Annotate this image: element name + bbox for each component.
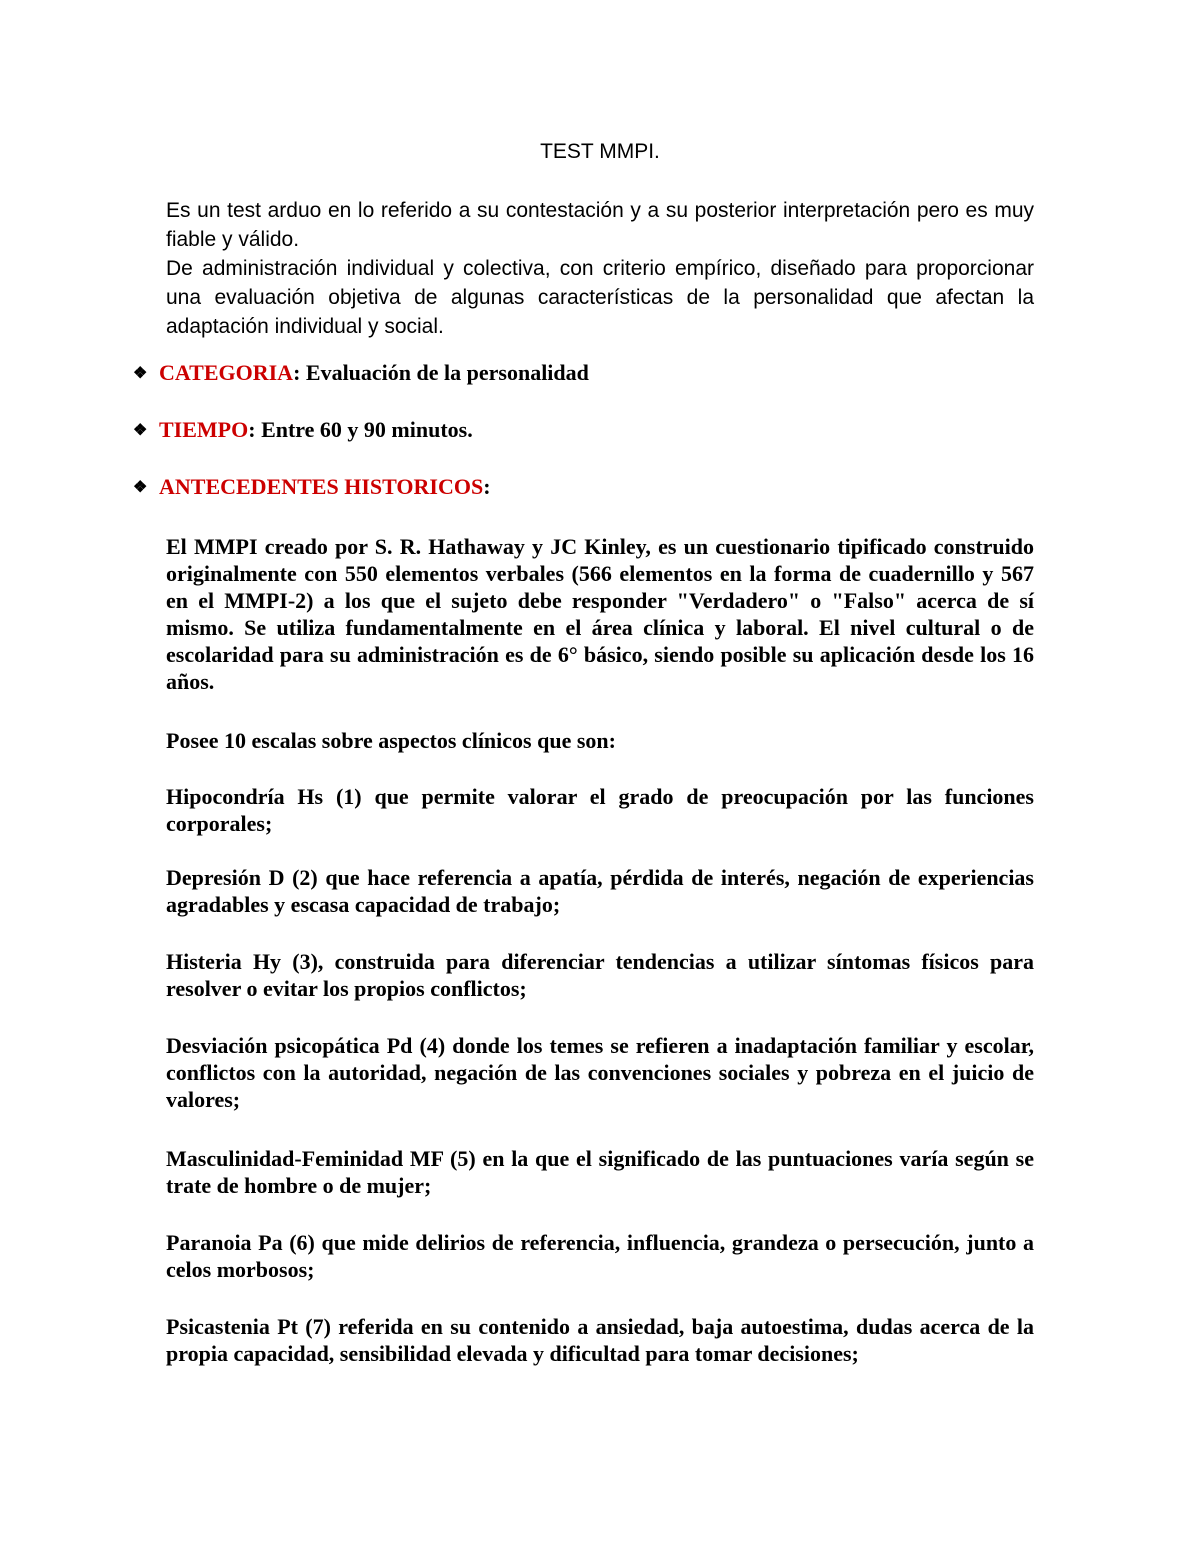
paragraph-scale-desviacion: Desviación psicopática Pd (4) donde los temes se refieren a inadaptación familiar y escolar, conflictos con la autoridad, negación de las convenciones sociales y pobreza en el juicio de valores; bbox=[166, 1033, 1034, 1112]
paragraph-scale-masculinidad: Masculinidad-Feminidad MF (5) en la que el significado de las puntuaciones varía según se trate de hombre o de mujer; bbox=[166, 1146, 1034, 1198]
four-diamond-bullet-icon: ❖ bbox=[133, 365, 148, 382]
bullet-categoria: ❖ CATEGORIA: Evaluación de la personalidad bbox=[133, 360, 589, 385]
bullet-value-tiempo: Entre 60 y 90 minutos. bbox=[261, 417, 473, 442]
four-diamond-bullet-icon: ❖ bbox=[133, 422, 148, 439]
paragraph-scale-hipocondria: Hipocondría Hs (1) que permite valorar el grado de preocupación por las funciones corporales; bbox=[166, 784, 1034, 836]
bullet-label-tiempo: TIEMPO bbox=[159, 417, 249, 442]
bullet-label-antecedentes: ANTECEDENTES HISTORICOS bbox=[159, 474, 484, 499]
four-diamond-bullet-icon: ❖ bbox=[133, 479, 148, 496]
bullet-value-categoria: Evaluación de la personalidad bbox=[305, 360, 589, 385]
document-title: TEST MMPI. bbox=[540, 140, 660, 163]
intro-paragraph-1: Es un test arduo en lo referido a su contestación y a su posterior interpretación pero es muy fiable y válido. bbox=[166, 199, 1034, 251]
paragraph-mmpi-description: El MMPI creado por S. R. Hathaway y JC Kinley, es un cuestionario tipificado construido originalmente con 550 elementos verbales (566 elementos en la forma de cuadernillo y 567 en el MMPI-2) a los que el sujeto debe responder "Verdadero" o "Falso" acerca de sí mismo. Se utiliza fundamentalmente en el área clínica y laboral. El nivel cultural o de escolaridad para su administración es de 6° básico, siendo posible su aplicación desde los 16 años. bbox=[166, 534, 1034, 694]
paragraph-scale-depresion: Depresión D (2) que hace referencia a apatía, pérdida de interés, negación de experiencias agradables y escasa capacidad de trabajo; bbox=[166, 865, 1034, 917]
paragraph-scales-intro: Posee 10 escalas sobre aspectos clínicos que son: bbox=[166, 728, 616, 753]
paragraph-scale-paranoia: Paranoia Pa (6) que mide delirios de referencia, influencia, grandeza o persecución, junto a celos morbosos; bbox=[166, 1230, 1034, 1282]
paragraph-scale-histeria: Histeria Hy (3), construida para diferenciar tendencias a utilizar síntomas físicos para resolver o evitar los propios conflictos; bbox=[166, 949, 1034, 1001]
paragraph-scale-psicastenia: Psicastenia Pt (7) referida en su contenido a ansiedad, baja autoestima, dudas acerca de la propia capacidad, sensibilidad elevada y dificultad para tomar decisiones; bbox=[166, 1314, 1034, 1366]
bullet-label-categoria: CATEGORIA bbox=[159, 360, 294, 385]
intro-paragraph-2: De administración individual y colectiva, con criterio empírico, diseñado para proporcionar una evaluación objetiva de algunas características de la personalidad que afectan la adaptación individual y social. bbox=[166, 257, 1034, 338]
bullet-tiempo: ❖ TIEMPO: Entre 60 y 90 minutos. bbox=[133, 417, 473, 442]
intro-section bbox=[166, 196, 1034, 341]
bullet-antecedentes: ❖ ANTECEDENTES HISTORICOS: bbox=[133, 474, 491, 499]
